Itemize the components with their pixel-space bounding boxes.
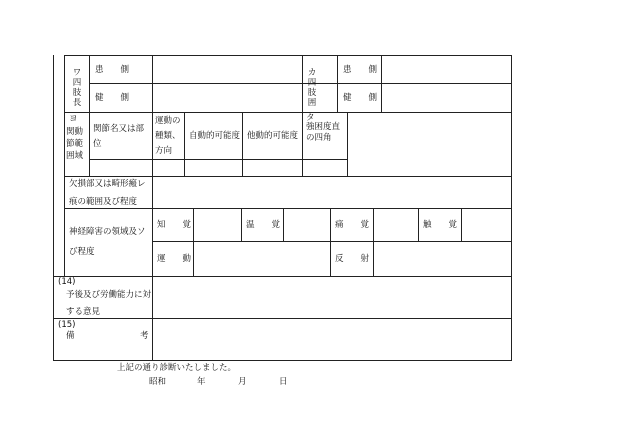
defect-label-line1: 欠損部又は畸形瘢レ (69, 179, 146, 189)
remarks-label-b: 考 (140, 331, 149, 341)
prognosis-div (152, 276, 153, 360)
nerve-div-6 (373, 208, 374, 276)
diagnosis-statement: 上記の通り診断いたしました。 (117, 363, 237, 373)
limb-div-1 (89, 55, 90, 112)
perception-label: 知 覚 (157, 220, 192, 230)
range-of-motion-label: 関動節範囲域 (66, 127, 84, 161)
active-range-header: 自動的可能度 (189, 131, 241, 141)
remarks-label-a: 備 (66, 331, 75, 341)
limb-circ-healthy-label: 健 側 (343, 93, 378, 103)
nerve-div-1 (152, 208, 153, 276)
prognosis-label-line1: 予後及び労働能力に対 (66, 290, 152, 300)
motion-type-header: 運動の種類、方向 (155, 116, 181, 156)
frame-bottom (53, 360, 512, 361)
limb-div-2 (152, 55, 153, 112)
limb-bottom-rule (64, 112, 511, 113)
prognosis-label-line2: する意見 (66, 307, 101, 317)
limb-length-affected-label: 患 側 (95, 65, 130, 75)
reflex-label: 反 射 (335, 254, 370, 264)
frame-left (53, 55, 54, 360)
limb-div-4 (337, 55, 338, 112)
remarks-number: (15) (58, 320, 76, 330)
rom-div-4 (242, 112, 243, 176)
nerve-div-5 (330, 208, 331, 276)
temperature-label: 温 覚 (246, 220, 281, 230)
rom-div-6 (347, 112, 348, 176)
pain-label: 痛 覚 (335, 220, 370, 230)
yo-mark: ヨ (69, 114, 78, 124)
limb-circumference-label: 四肢囲 (307, 78, 317, 108)
rom-bottom-rule (64, 176, 511, 177)
nerve-div-3 (241, 208, 242, 241)
ta-mark: タ (306, 113, 315, 123)
touch-label: 触 覚 (423, 220, 458, 230)
limb-length-label: 四肢長 (72, 78, 82, 108)
frame-right (511, 55, 512, 360)
limb-length-healthy-label: 健 側 (95, 93, 130, 103)
prognosis-number: (14) (58, 277, 76, 287)
date-day: 日 (279, 377, 288, 387)
rom-div-2 (152, 112, 153, 176)
rom-div-1 (89, 112, 90, 176)
nerve-div-7 (418, 208, 419, 241)
nerve-mid-rule (152, 241, 511, 242)
ka-mark: カ (307, 68, 317, 78)
limb-div-3 (302, 55, 303, 112)
inner-left (64, 55, 65, 276)
passive-range-header: 他動的可能度 (247, 131, 299, 141)
date-year: 年 (197, 377, 206, 387)
prognosis-bottom-rule (53, 318, 512, 319)
nerve-label-line2: び程度 (69, 247, 95, 257)
joint-name-header: 関節名又は部位 (93, 124, 145, 149)
date-month: 月 (238, 377, 247, 387)
limb-circ-affected-label: 患 側 (343, 65, 378, 75)
frame-top (64, 55, 511, 56)
rom-header-rule (89, 159, 347, 160)
limb-div-5 (381, 55, 382, 112)
rom-div-3 (184, 112, 185, 176)
nerve-div-2 (193, 208, 194, 276)
wa-mark: ワ (72, 68, 82, 78)
motor-label: 運 動 (157, 254, 192, 264)
date-era: 昭和 (149, 377, 167, 387)
defect-bottom-rule (64, 208, 511, 209)
rom-div-5 (302, 112, 303, 176)
contracture-angle-label: 強困度直の四角 (306, 122, 341, 143)
nerve-bottom-rule (53, 276, 512, 277)
nerve-div-4 (283, 208, 284, 241)
nerve-label-line1: 神経障害の領域及ソ (69, 227, 146, 237)
nerve-div-8 (461, 208, 462, 241)
defect-div (152, 176, 153, 208)
defect-label-line2: 痕の範囲及び程度 (69, 197, 138, 207)
